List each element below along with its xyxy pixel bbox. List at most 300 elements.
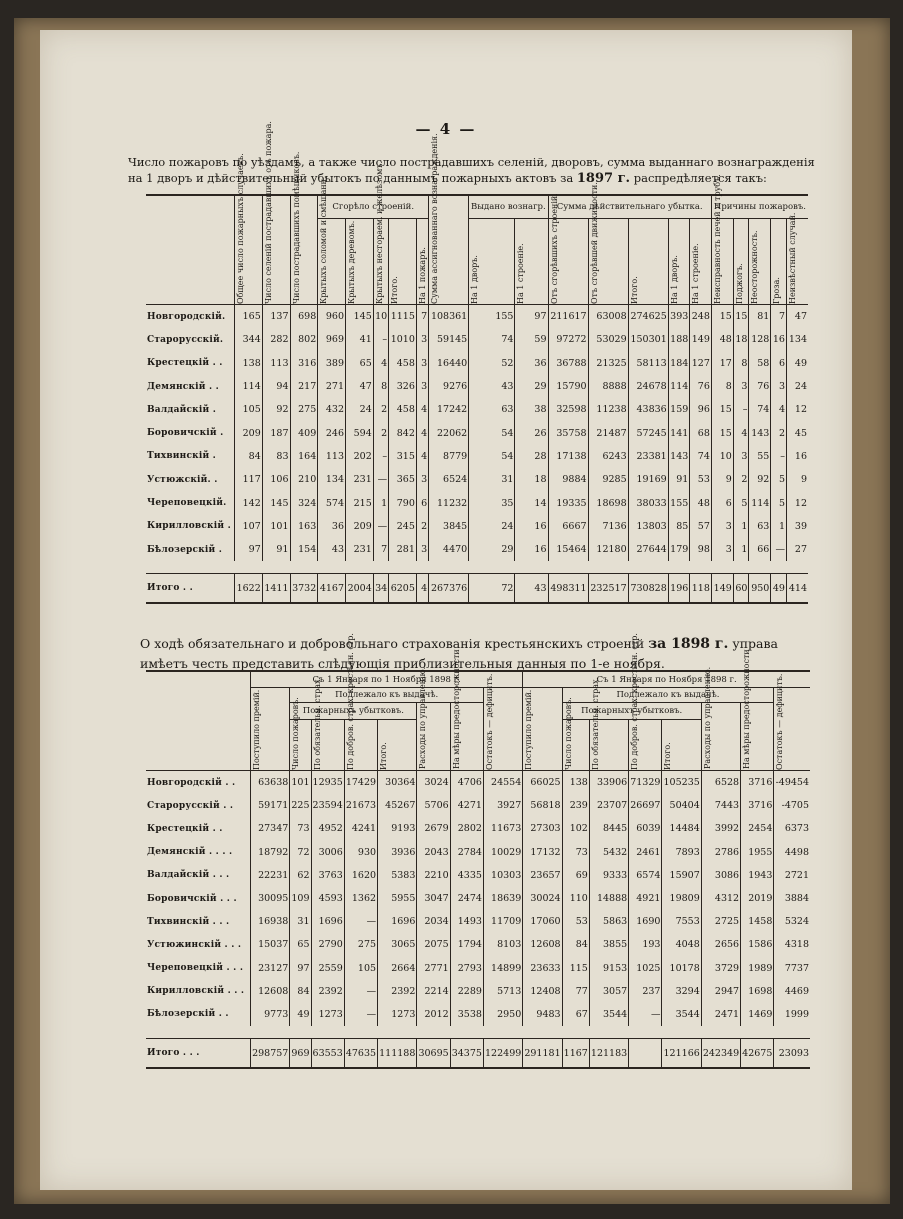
cell: 145 — [262, 491, 290, 514]
district-name: Кирилловскій . — [147, 521, 231, 532]
cell: — — [344, 1003, 377, 1026]
cell: 209 — [346, 515, 374, 538]
cell: 4 — [373, 352, 388, 375]
cell: — — [629, 1003, 662, 1026]
district-name: Тихвинскій . — [147, 451, 216, 462]
cell: 237 — [629, 980, 662, 1003]
cell: 275 — [344, 933, 377, 956]
cell: 57 — [690, 515, 712, 538]
cell: 326 — [389, 375, 417, 398]
cell: 10 — [711, 445, 733, 468]
cell: 57245 — [628, 421, 668, 444]
cell: 118 — [690, 574, 712, 604]
cell: 1458 — [741, 910, 774, 933]
cell: 17060 — [523, 910, 562, 933]
district-name: Боровичскій . . . — [147, 893, 237, 904]
cell: 63638 — [251, 771, 290, 795]
cell: 50404 — [662, 794, 701, 817]
cell: 3057 — [589, 980, 628, 1003]
cell: 432 — [318, 398, 346, 421]
cell: 74 — [469, 328, 515, 351]
cell: 5383 — [378, 864, 417, 887]
cell: 27644 — [628, 538, 668, 561]
cell: 76 — [749, 375, 771, 398]
cell: 2679 — [417, 817, 450, 840]
cell: 2664 — [378, 957, 417, 980]
cell: 17242 — [429, 398, 469, 421]
cell: 3 — [711, 515, 733, 538]
cell: 39 — [786, 515, 808, 538]
t2-h-oblig-1: По обязательн. страх. — [311, 720, 344, 771]
cell: 5 — [733, 491, 749, 514]
cell: 1698 — [741, 980, 774, 1003]
t2-h-mgmt-1: Расходы по управленію. — [417, 703, 450, 771]
cell: 12180 — [588, 538, 628, 561]
cell: 19335 — [548, 491, 588, 514]
cell: 58113 — [628, 352, 668, 375]
table-row — [146, 980, 810, 1003]
cell: 113 — [262, 352, 290, 375]
cell: 28 — [515, 445, 548, 468]
cell: 1955 — [741, 841, 774, 864]
cell: 9276 — [429, 375, 469, 398]
cell: 16440 — [429, 352, 469, 375]
t1-h-straw: Крытыхъ соломой и смѣшанн. — [318, 219, 346, 305]
cell: 4 — [771, 398, 787, 421]
table-row — [146, 328, 808, 351]
cell: 196 — [668, 574, 690, 604]
cell: 67 — [562, 1003, 589, 1026]
cell: – — [733, 398, 749, 421]
cell: 8779 — [429, 445, 469, 468]
cell: 19809 — [662, 887, 701, 910]
table-row — [146, 841, 810, 864]
cell: 101 — [262, 515, 290, 538]
caption-1898-tail: управа имѣетъ честь представить слѣдующія приблизительныя данныя по 1-е ноября. — [140, 636, 778, 671]
cell: 68 — [690, 421, 712, 444]
cell: 3 — [711, 538, 733, 561]
cell: 6373 — [774, 817, 810, 840]
t1-h-c-storm: Гроза. — [771, 219, 787, 305]
t2-h-total-2: Итого. — [662, 720, 701, 771]
cell: 2771 — [417, 957, 450, 980]
cell: 138 — [562, 771, 589, 795]
cell: 4048 — [662, 933, 701, 956]
cell: 74 — [749, 398, 771, 421]
cell: 790 — [389, 491, 417, 514]
cell: 1620 — [344, 864, 377, 887]
cell: 2034 — [417, 910, 450, 933]
cell: 45267 — [378, 794, 417, 817]
t1-h-dwellings: Число пострадавшихъ помѣщиковъ. — [290, 195, 318, 305]
cell: 2461 — [629, 841, 662, 864]
cell: 137 — [262, 305, 290, 329]
cell: — — [344, 910, 377, 933]
cell: 35758 — [548, 421, 588, 444]
cell: 2 — [771, 421, 787, 444]
cell: 19169 — [628, 468, 668, 491]
cell: 24 — [346, 398, 374, 421]
cell: 2784 — [450, 841, 483, 864]
cell: 43 — [515, 574, 548, 604]
t1-h-per-fire: На 1 пожаръ. — [416, 219, 428, 305]
cell: 76 — [690, 375, 712, 398]
cell: 1999 — [774, 1003, 810, 1026]
cell: 72 — [290, 841, 311, 864]
cell: 414 — [786, 574, 808, 604]
cell: 65 — [346, 352, 374, 375]
cell: 3716 — [741, 771, 774, 795]
district-name: Итого . . — [146, 574, 235, 604]
district-name: Итого . . . — [146, 1039, 251, 1069]
cell: 22062 — [429, 421, 469, 444]
t2-name-header — [146, 671, 251, 771]
table-row — [146, 771, 810, 795]
cell: 5955 — [378, 887, 417, 910]
cell: 1586 — [741, 933, 774, 956]
cell: 1411 — [262, 574, 290, 604]
cell: 4335 — [450, 864, 483, 887]
cell: 17138 — [548, 445, 588, 468]
cell: 33906 — [589, 771, 628, 795]
cell: 5863 — [589, 910, 628, 933]
cell: 29 — [469, 538, 515, 561]
t2-h-total-1: Итого. — [378, 720, 417, 771]
cell: 409 — [290, 421, 318, 444]
table-row — [146, 468, 808, 491]
district-name: Крестецкій . . — [147, 823, 223, 834]
total-row — [146, 574, 808, 604]
cell: 179 — [668, 538, 690, 561]
cell: 127 — [690, 352, 712, 375]
cell: 43836 — [628, 398, 668, 421]
cell: 164 — [290, 445, 318, 468]
cell: 245 — [389, 515, 417, 538]
cell: -4705 — [774, 794, 810, 817]
cell: 59171 — [251, 794, 290, 817]
cell: 47 — [786, 305, 808, 329]
cell: 12 — [786, 491, 808, 514]
district-name: Боровичскій . — [147, 428, 224, 439]
cell: 32598 — [548, 398, 588, 421]
cell: 41 — [346, 328, 374, 351]
cell: 7136 — [588, 515, 628, 538]
cell: 274625 — [628, 305, 668, 329]
table-row — [146, 375, 808, 398]
table-row — [146, 445, 808, 468]
cell: 4 — [416, 398, 428, 421]
cell: 21487 — [588, 421, 628, 444]
cell: 1622 — [235, 574, 263, 604]
cell: 62 — [290, 864, 311, 887]
cell: 3086 — [701, 864, 740, 887]
cell: 1 — [733, 538, 749, 561]
cell: 4318 — [774, 933, 810, 956]
cell: 2289 — [450, 980, 483, 1003]
cell: 31 — [290, 910, 311, 933]
t1-h-assigned: Сумма ассигнованнаго вознагражденія. — [429, 195, 469, 305]
cell: 23381 — [628, 445, 668, 468]
cell: 69 — [562, 864, 589, 887]
t2-h-volunt-1: По добров. страх. крестьян. стр. — [344, 720, 377, 771]
t2-h-remain-1: Остатокъ — дефицитъ. — [483, 688, 522, 771]
cell: 365 — [389, 468, 417, 491]
caption-1898-text: О ходѣ обязательнаго и добровольнаго страхованія крестьянскихъ строеній — [140, 636, 645, 651]
district-name: Череповецкій . . . — [147, 963, 244, 974]
cell: 11232 — [429, 491, 469, 514]
cell: 2 — [373, 421, 388, 444]
cell: 113 — [318, 445, 346, 468]
district-name: Демянскій . . . . — [147, 847, 233, 858]
cell: 21325 — [588, 352, 628, 375]
cell: 188 — [668, 328, 690, 351]
cell: 54 — [469, 421, 515, 444]
cell: 184 — [668, 352, 690, 375]
cell: 4469 — [774, 980, 810, 1003]
cell: 117 — [235, 468, 263, 491]
cell: 72 — [469, 574, 515, 604]
cell: 48 — [711, 328, 733, 351]
cell: 3732 — [290, 574, 318, 604]
cell: 55 — [749, 445, 771, 468]
cell: 1690 — [629, 910, 662, 933]
cell: 1469 — [741, 1003, 774, 1026]
district-name: Старорусскій. — [147, 334, 224, 345]
cell: 3845 — [429, 515, 469, 538]
cell: 7737 — [774, 957, 810, 980]
district-name: Череповецкій. — [147, 498, 227, 509]
cell: 4241 — [344, 817, 377, 840]
table-row — [146, 933, 810, 956]
cell: 9 — [711, 468, 733, 491]
cell: 23127 — [251, 957, 290, 980]
cell: 150301 — [628, 328, 668, 351]
cell: 16 — [786, 445, 808, 468]
t2-h-prevent-2: На мѣры предосторожности — [741, 703, 774, 771]
cell: 6 — [711, 491, 733, 514]
cell — [629, 1039, 662, 1069]
cell: 141 — [668, 421, 690, 444]
t1-h-wood: Крытыхъ деревомъ. — [346, 219, 374, 305]
cell: 105235 — [662, 771, 701, 795]
cell: 53 — [690, 468, 712, 491]
cell: 26697 — [629, 794, 662, 817]
table-row — [146, 421, 808, 444]
cell: 730828 — [628, 574, 668, 604]
t1-h-iron: Крытыхъ несгораем. и желѣзомъ. — [373, 219, 388, 305]
t1-h-loss-total: Итого. — [628, 219, 668, 305]
cell: 31 — [469, 468, 515, 491]
cell: 9333 — [589, 864, 628, 887]
cell: 122499 — [483, 1039, 522, 1069]
cell: 12408 — [523, 980, 562, 1003]
cell: 53029 — [588, 328, 628, 351]
cell: 105 — [235, 398, 263, 421]
cell: 42675 — [741, 1039, 774, 1069]
cell: 143 — [749, 421, 771, 444]
cell: 5706 — [417, 794, 450, 817]
cell: 3729 — [701, 957, 740, 980]
t2-h-fires-2: Число пожаровъ. — [562, 720, 589, 771]
cell: 969 — [290, 1039, 311, 1069]
cell: 1010 — [389, 328, 417, 351]
cell: 63553 — [311, 1039, 344, 1069]
cell: 267376 — [429, 574, 469, 604]
cell: 1989 — [741, 957, 774, 980]
cell: 30024 — [523, 887, 562, 910]
cell: 14484 — [662, 817, 701, 840]
cell: 11238 — [588, 398, 628, 421]
cell: 316 — [290, 352, 318, 375]
district-name: Старорусскій . . — [147, 800, 234, 811]
cell: 2 — [733, 468, 749, 491]
table-row — [146, 1003, 810, 1026]
t2-h-period2: Съ 1 Января по Ноября 1898 г. — [523, 671, 810, 688]
cell: 594 — [346, 421, 374, 444]
cell: 193 — [629, 933, 662, 956]
cell: 2656 — [701, 933, 740, 956]
cell: 3936 — [378, 841, 417, 864]
cell: 930 — [344, 841, 377, 864]
cell: 9773 — [251, 1003, 290, 1026]
cell: 27303 — [523, 817, 562, 840]
t1-h-total-fires: Общее число пожарныхъ случаевъ. — [235, 195, 263, 305]
t1-h-loss-buildings: Отъ сгорѣвшихъ строеній. — [548, 219, 588, 305]
cell: 92 — [749, 468, 771, 491]
cell: 6528 — [701, 771, 740, 795]
cell: 2075 — [417, 933, 450, 956]
cell: 23633 — [523, 957, 562, 980]
cell: 47 — [346, 375, 374, 398]
cell: 2786 — [701, 841, 740, 864]
cell: 2454 — [741, 817, 774, 840]
cell: 5324 — [774, 910, 810, 933]
cell: 35 — [469, 491, 515, 514]
t1-h-per-building: На 1 строеніе. — [515, 219, 548, 305]
cell: 2793 — [450, 957, 483, 980]
t1-h-loss-per-yard: На 1 дворъ. — [668, 219, 690, 305]
cell: 960 — [318, 305, 346, 329]
cell: 15790 — [548, 375, 588, 398]
cell: 281 — [389, 538, 417, 561]
cell: 138 — [235, 352, 263, 375]
cell: 232517 — [588, 574, 628, 604]
cell: 94 — [262, 375, 290, 398]
cell: 2947 — [701, 980, 740, 1003]
cell: 2471 — [701, 1003, 740, 1026]
district-name: Новгородскій. — [147, 311, 226, 322]
cell: 107 — [235, 515, 263, 538]
table-row — [146, 515, 808, 538]
cell: 950 — [749, 574, 771, 604]
cell: 97 — [515, 305, 548, 329]
t2-h-volunt-2: По добров. страх. крестьян. стр. — [629, 720, 662, 771]
cell: 159 — [668, 398, 690, 421]
cell: 393 — [668, 305, 690, 329]
cell: 3 — [771, 375, 787, 398]
cell: 24 — [469, 515, 515, 538]
cell: 3 — [733, 375, 749, 398]
cell: 84 — [562, 933, 589, 956]
cell: 115 — [562, 957, 589, 980]
cell: 85 — [668, 515, 690, 538]
cell: 97 — [235, 538, 263, 561]
cell: 4 — [416, 574, 428, 604]
t1-h-loss-per-building: На 1 строеніе. — [690, 219, 712, 305]
cell: 29 — [515, 375, 548, 398]
cell: 97272 — [548, 328, 588, 351]
cell: 5432 — [589, 841, 628, 864]
cell: 3716 — [741, 794, 774, 817]
cell: 108361 — [429, 305, 469, 329]
cell: 3884 — [774, 887, 810, 910]
cell: 11709 — [483, 910, 522, 933]
cell: 63 — [749, 515, 771, 538]
cell: 23093 — [774, 1039, 810, 1069]
cell: 5713 — [483, 980, 522, 1003]
cell: 26 — [515, 421, 548, 444]
cell: 2012 — [417, 1003, 450, 1026]
cell: 6574 — [629, 864, 662, 887]
cell: 2 — [416, 515, 428, 538]
cell: 282 — [262, 328, 290, 351]
cell: 21673 — [344, 794, 377, 817]
cell: 128 — [749, 328, 771, 351]
t2-h-fire-losses-2: Пожарныхъ убытковъ. — [562, 703, 701, 720]
district-name: Бѣлозерскій . . — [147, 1009, 229, 1020]
cell: 3006 — [311, 841, 344, 864]
cell: 5 — [771, 468, 787, 491]
cell: 10029 — [483, 841, 522, 864]
cell: 3992 — [701, 817, 740, 840]
cell: 43 — [469, 375, 515, 398]
cell: — — [373, 515, 388, 538]
cell: 165 — [235, 305, 263, 329]
cell: 36788 — [548, 352, 588, 375]
cell: 36 — [318, 515, 346, 538]
table-row — [146, 538, 808, 561]
cell: 4 — [416, 445, 428, 468]
cell: 7 — [416, 305, 428, 329]
cell: 105 — [344, 957, 377, 980]
spacer-cell — [146, 561, 808, 574]
cell: 3 — [733, 445, 749, 468]
cell: 8103 — [483, 933, 522, 956]
cell: 30095 — [251, 887, 290, 910]
district-name: Новгородскій . . — [147, 777, 236, 788]
cell: 9285 — [588, 468, 628, 491]
cell: 111188 — [378, 1039, 417, 1069]
cell: 56818 — [523, 794, 562, 817]
cell: 48 — [690, 491, 712, 514]
cell: 149 — [690, 328, 712, 351]
cell: 291181 — [523, 1039, 562, 1069]
cell: 30364 — [378, 771, 417, 795]
cell: 187 — [262, 421, 290, 444]
t1-h-burned: Сгорѣло строеній. — [318, 195, 429, 219]
cell: 458 — [389, 398, 417, 421]
cell: 60 — [733, 574, 749, 604]
cell: 6667 — [548, 515, 588, 538]
cell: 34 — [373, 574, 388, 604]
t1-h-loss: Сумма дѣйствительнаго убытка. — [548, 195, 711, 219]
cell: 18639 — [483, 887, 522, 910]
cell: 77 — [562, 980, 589, 1003]
cell: 24554 — [483, 771, 522, 795]
cell: 24 — [786, 375, 808, 398]
cell: 92 — [262, 398, 290, 421]
cell: 225 — [290, 794, 311, 817]
